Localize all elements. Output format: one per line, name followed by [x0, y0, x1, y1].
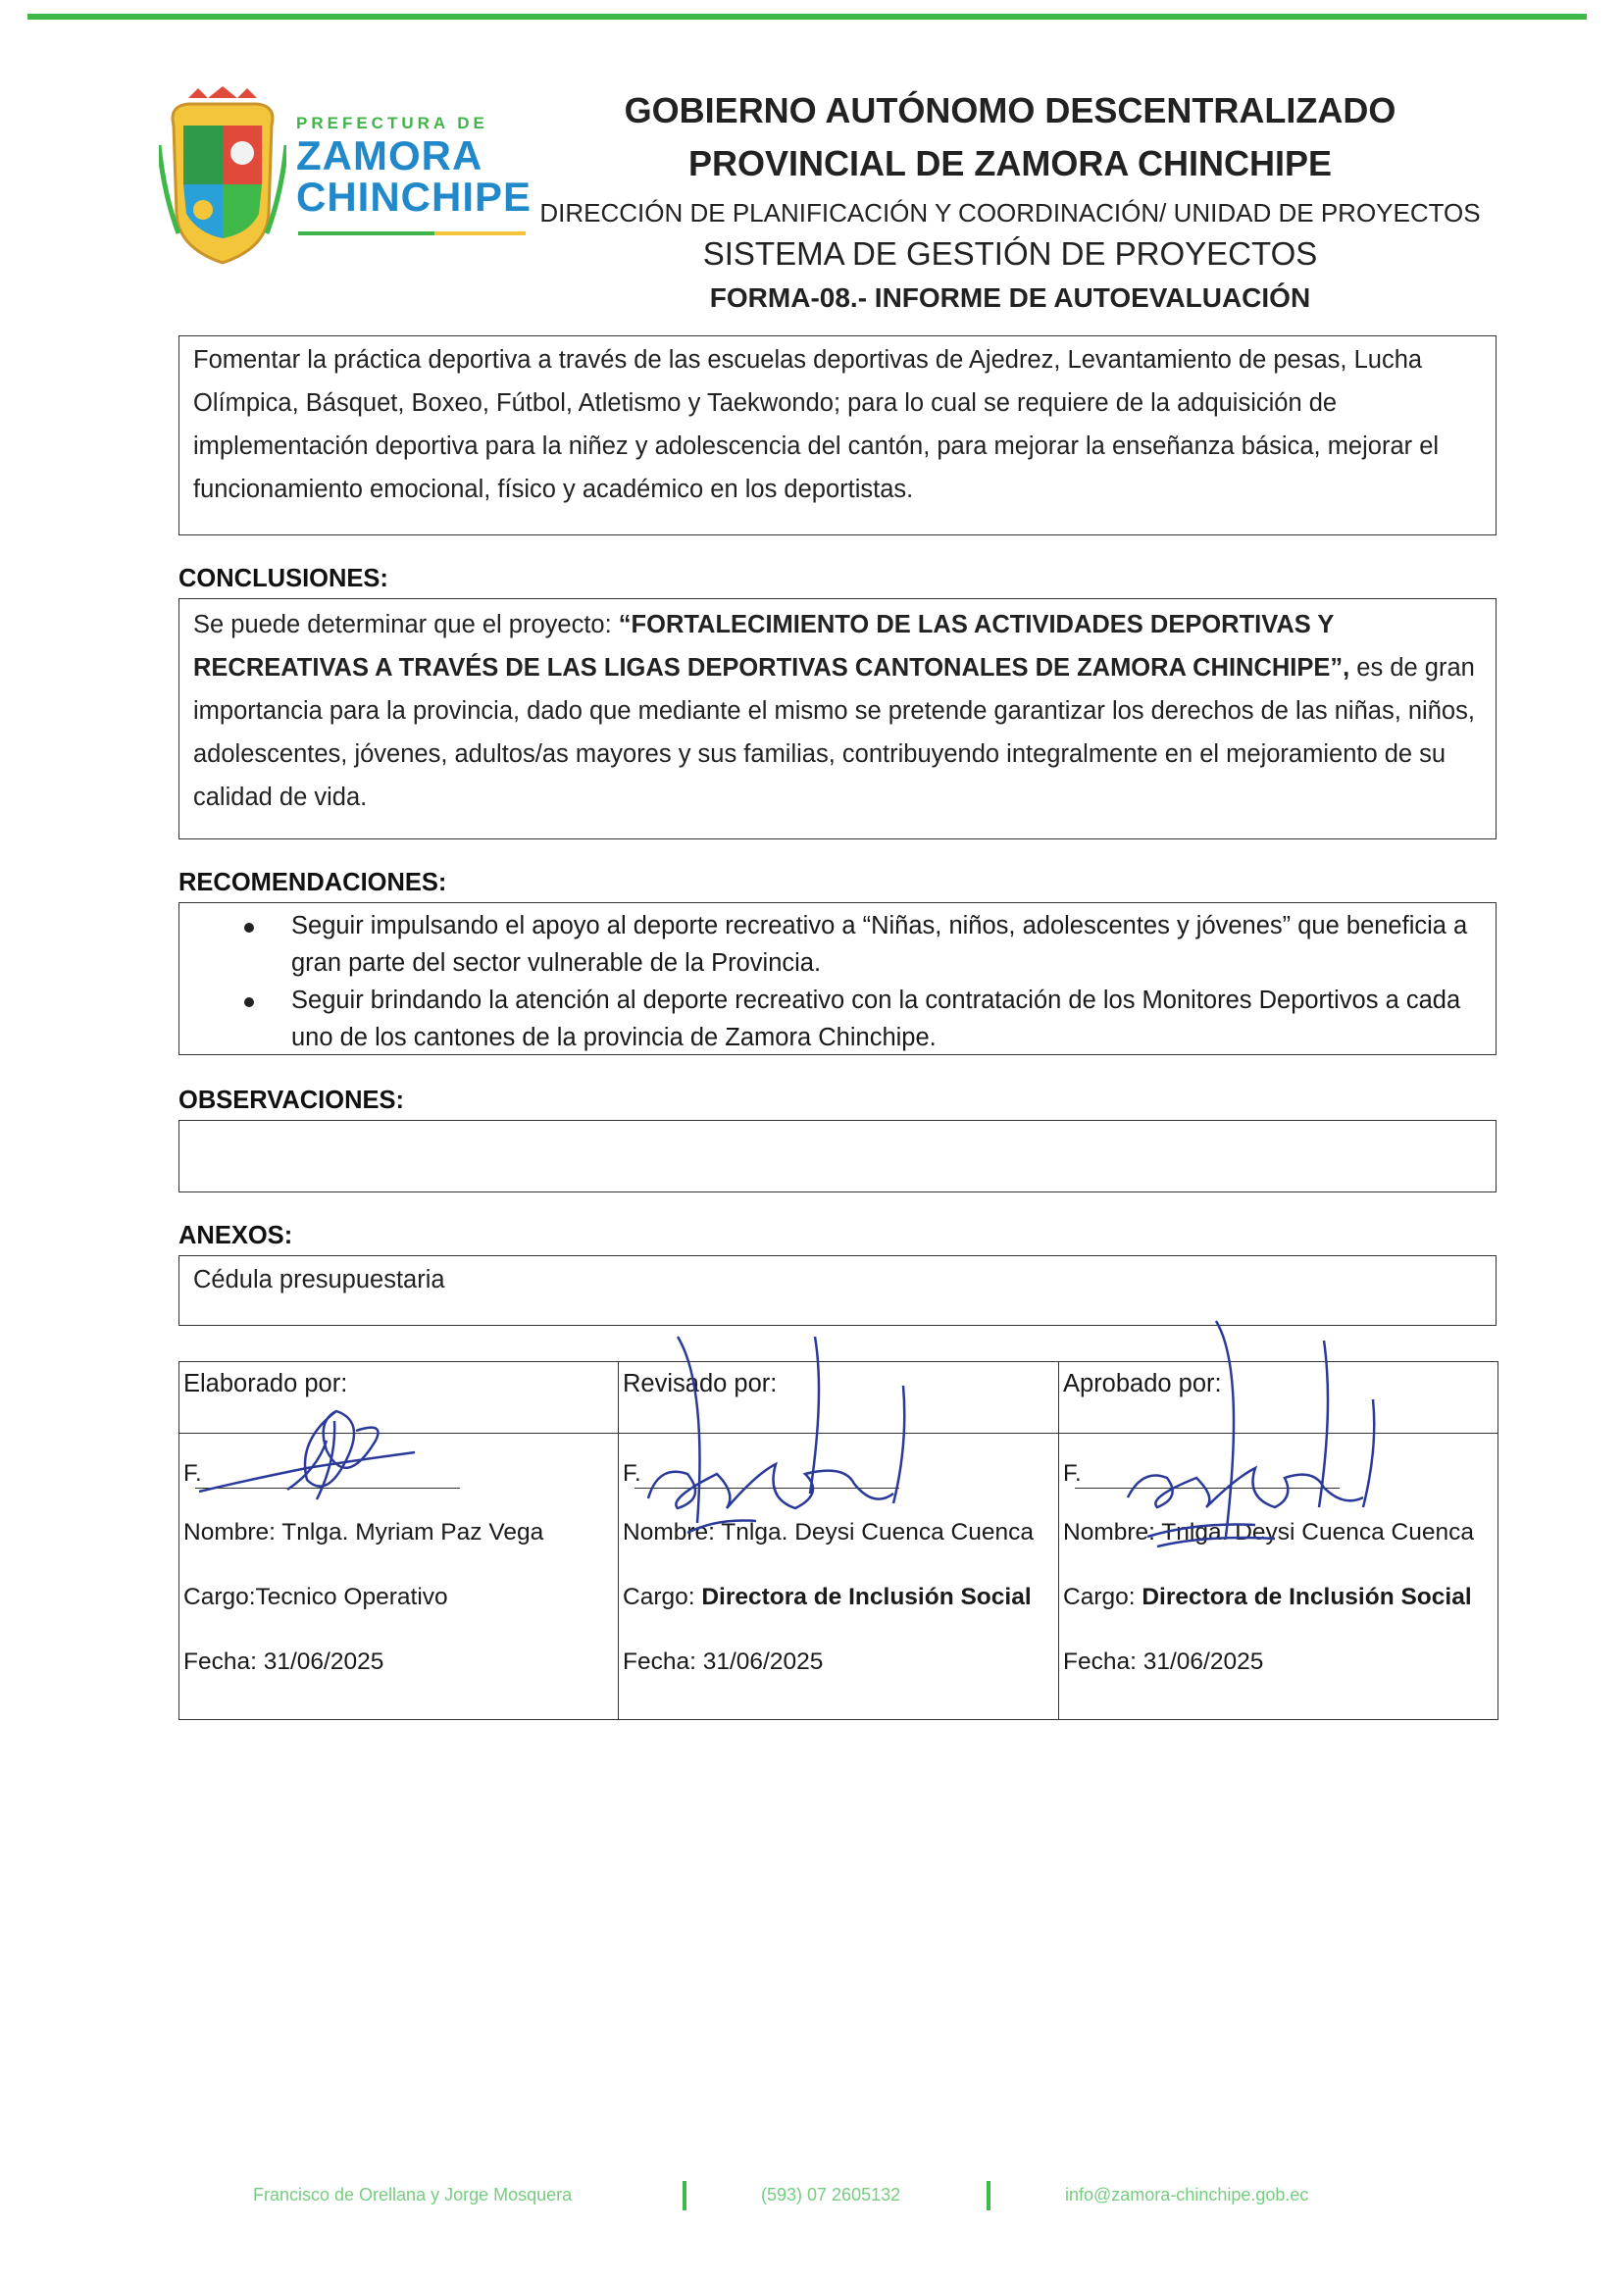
observations-label: OBSERVACIONES:	[178, 1087, 405, 1114]
signature-date: Fecha: 31/06/2025	[623, 1648, 824, 1675]
signature-header: Revisado por:	[623, 1370, 778, 1397]
signature-column-reviewed	[618, 1362, 1059, 1719]
header-system: SISTEMA DE GESTIÓN DE PROYECTOS	[702, 235, 1318, 272]
header-form-title: FORMA-08.- INFORME DE AUTOEVALUACIÓN	[709, 282, 1311, 313]
signature-f-label: F.	[1063, 1460, 1082, 1487]
signer-name: Nombre: Tnlga. Deysi Cuenca Cuenca	[623, 1519, 1034, 1546]
footer-address: Francisco de Orellana y Jorge Mosquera	[253, 2185, 573, 2205]
signer-name: Nombre: Tnlga. Myriam Paz Vega	[183, 1519, 544, 1546]
objective-box	[178, 335, 1497, 535]
logo-line-1: ZAMORA	[296, 132, 483, 178]
top-green-rule	[27, 14, 1587, 20]
recommendations-list	[179, 907, 1484, 1056]
conclusions-intro: Se puede determinar que el proyecto:	[193, 611, 619, 638]
signature-line	[195, 1488, 460, 1489]
coat-of-arms-icon	[159, 86, 286, 273]
signature-date: Fecha: 31/06/2025	[183, 1648, 384, 1675]
annexes-box	[178, 1255, 1497, 1326]
footer-phone: (593) 07 2605132	[761, 2185, 901, 2205]
signature-table	[178, 1361, 1498, 1720]
footer-separator	[987, 2181, 990, 2210]
conclusions-box	[178, 598, 1497, 839]
header-title-line-2: PROVINCIAL DE ZAMORA CHINCHIPE	[687, 143, 1333, 183]
recommendations-label: RECOMENDACIONES:	[178, 869, 447, 896]
signature-line	[1075, 1488, 1340, 1489]
logo-line-2: CHINCHIPE	[296, 174, 533, 220]
prefecture-logo	[159, 86, 532, 273]
header-department: DIRECCIÓN DE PLANIFICACIÓN Y COORDINACIÓN/ UNIDAD DE PROYECTOS	[539, 198, 1481, 228]
signer-position: Cargo:Tecnico Operativo	[183, 1584, 448, 1610]
bullet-icon	[244, 923, 254, 933]
signature-column-prepared	[179, 1362, 618, 1719]
signer-name: Nombre: Tnlga. Deysi Cuenca Cuenca	[1063, 1519, 1474, 1546]
signature-header: Aprobado por:	[1063, 1370, 1222, 1397]
signature-f-label: F.	[183, 1460, 202, 1487]
signer-position: Cargo: Directora de Inclusión Social	[623, 1584, 1032, 1610]
list-item: Seguir impulsando el apoyo al deporte recreativo a “Niñas, niños, adolescentes y jóvenes” que beneficia a gran parte del sector vulnerable de la Provincia.	[179, 907, 1484, 982]
bullet-icon	[244, 997, 254, 1007]
objective-text: Fomentar la práctica deportiva a través de las escuelas deportivas de Ajedrez, Levantamiento de pesas, Lucha Olímpica, Básquet, Boxeo, Fútbol, Atletismo y Taekwondo; para lo cual se requiere de la adquisición de implementación deportiva para la niñez y adolescencia del cantón, para mejorar la enseñanza básica, mejorar el funcionamiento emocional, físico y académico en los deportistas.	[193, 346, 1440, 503]
list-item: Seguir brindando la atención al deporte recreativo con la contratación de los Monitores Deportivos a cada uno de los cantones de la provincia de Zamora Chinchipe.	[179, 982, 1484, 1056]
signature-header: Elaborado por:	[183, 1370, 348, 1397]
annexes-text: Cédula presupuestaria	[193, 1266, 445, 1293]
conclusions-project-name: “FORTALECIMIENTO DE LAS ACTIVIDADES DEPORTIVAS Y RECREATIVAS A TRAVÉS DE LAS LIGAS DEPORTIVAS CANTONALES DE ZAMORA CHINCHIPE”,	[193, 611, 1350, 682]
conclusions-text	[193, 603, 1484, 819]
logo-prefix: PREFECTURA DE	[296, 114, 488, 132]
header-title-line-1: GOBIERNO AUTÓNOMO DESCENTRALIZADO	[624, 90, 1396, 130]
signer-position: Cargo: Directora de Inclusión Social	[1063, 1584, 1472, 1610]
signature-f-label: F.	[623, 1460, 641, 1487]
logo-underline	[298, 231, 526, 235]
footer-separator	[683, 2181, 686, 2210]
signature-line	[634, 1488, 899, 1489]
annexes-label: ANEXOS:	[178, 1222, 293, 1249]
footer-email: info@zamora-chinchipe.gob.ec	[1065, 2185, 1309, 2205]
observations-box	[178, 1120, 1497, 1192]
handwritten-signature-icon	[189, 1382, 444, 1529]
signature-column-approved	[1058, 1362, 1498, 1719]
conclusions-label: CONCLUSIONES:	[178, 565, 388, 592]
recommendations-box	[178, 902, 1497, 1055]
conclusions-rest: es de gran importancia para la provincia, dado que mediante el mismo se pretende garantizar los derechos de las niñas, niños, adolescentes, jóvenes, adultos/as mayores y sus familias, contribuyendo integralmente en el mejoramiento de su calidad de vida.	[193, 654, 1475, 811]
signature-date: Fecha: 31/06/2025	[1063, 1648, 1264, 1675]
